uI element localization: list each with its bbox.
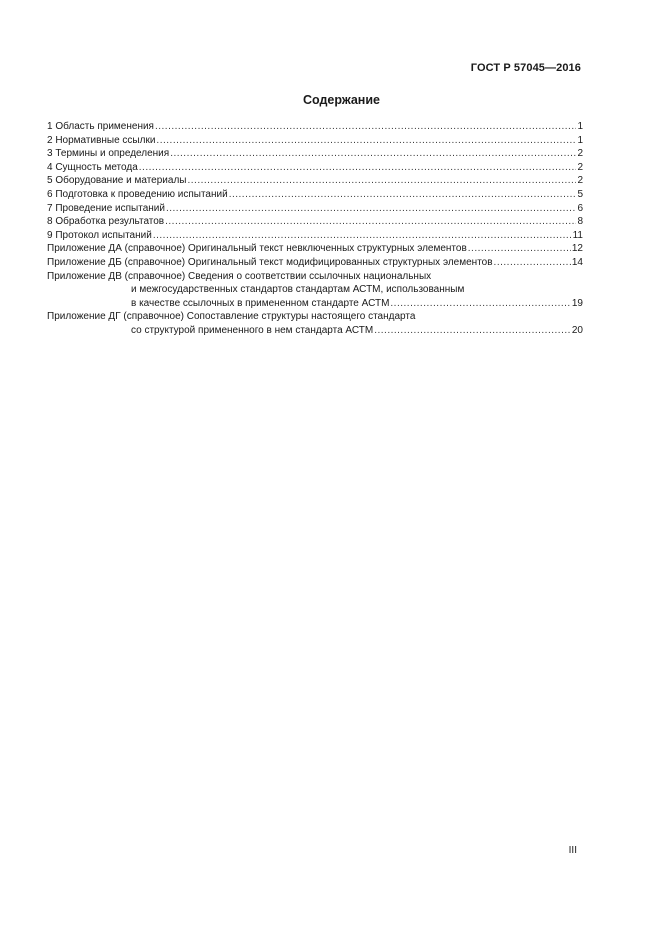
toc-item-label: 1 Область применения <box>47 121 154 132</box>
table-of-contents <box>47 120 583 338</box>
toc-item-page: 8 <box>577 216 583 228</box>
dot-leader <box>166 202 576 216</box>
toc-item-label: Приложение ДБ (справочное) Оригинальный текст модифицированных структурных элементов <box>47 256 493 268</box>
toc-item-label: 2 Нормативные ссылки <box>47 134 156 146</box>
toc-item-page: 6 <box>577 202 583 214</box>
document-code: ГОСТ Р 57045—2016 <box>470 62 581 74</box>
toc-item-label-line: в качестве ссылочных в примененном стандарте АСТМ <box>131 297 390 309</box>
dot-leader <box>468 242 571 256</box>
dot-leader <box>494 256 571 270</box>
toc-item-page: 20 <box>571 324 583 336</box>
toc-item-page: 2 <box>577 148 583 160</box>
toc-item[interactable] <box>47 147 583 161</box>
toc-item[interactable] <box>47 202 583 216</box>
toc-item-page: 2 <box>577 175 583 187</box>
toc-item-appendix-dg[interactable] <box>47 310 583 337</box>
toc-item-page: 1 <box>577 134 583 146</box>
toc-item-page: 5 <box>577 188 583 200</box>
dot-leader <box>390 297 570 311</box>
toc-item-last-line <box>47 297 583 311</box>
dot-leader <box>139 161 576 175</box>
toc-item-page: 11 <box>572 229 583 241</box>
dot-leader <box>156 134 576 148</box>
toc-item-page: 19 <box>571 297 583 309</box>
toc-item-page: 12 <box>571 243 583 255</box>
toc-item-page: 14 <box>571 256 583 268</box>
toc-item-label: Приложение ДА (справочное) Оригинальный текст невключенных структурных элементов <box>47 243 467 255</box>
toc-item[interactable] <box>47 174 583 188</box>
toc-item-label-line: Приложение ДВ (справочное) Сведения о соответствии ссылочных национальных <box>47 270 432 282</box>
toc-item[interactable] <box>47 256 583 270</box>
toc-item-label: 9 Протокол испытаний <box>47 229 152 241</box>
toc-item-label: 4 Сущность метода <box>47 161 138 173</box>
dot-leader <box>155 120 576 134</box>
toc-item[interactable] <box>47 229 583 243</box>
toc-item-label-line: Приложение ДГ (справочное) Сопоставление структуры настоящего стандарта <box>47 311 416 323</box>
toc-item-label: 6 Подготовка к проведению испытаний <box>47 188 228 200</box>
dot-leader <box>165 215 576 229</box>
dot-leader <box>187 174 576 188</box>
toc-item-label: 7 Проведение испытаний <box>47 202 165 214</box>
toc-item-page: 1 <box>577 121 583 132</box>
toc-item[interactable] <box>47 134 583 148</box>
toc-item[interactable] <box>47 161 583 175</box>
toc-item-label-line: и межгосударственных стандартов стандартам АСТМ, использованным <box>131 284 465 296</box>
toc-item[interactable] <box>47 188 583 202</box>
dot-leader <box>229 188 576 202</box>
toc-item-appendix-dv[interactable] <box>47 270 583 311</box>
toc-item[interactable] <box>47 120 583 134</box>
page-number: III <box>568 845 577 856</box>
toc-item-label: 5 Оборудование и материалы <box>47 175 187 187</box>
toc-item[interactable] <box>47 215 583 229</box>
toc-item[interactable] <box>47 242 583 256</box>
dot-leader <box>374 324 571 338</box>
toc-item-label: 8 Обработка результатов <box>47 216 165 228</box>
toc-item-page: 2 <box>577 161 583 173</box>
dot-leader <box>170 147 576 161</box>
toc-item-last-line <box>47 324 583 338</box>
toc-item-label: 3 Термины и определения <box>47 148 170 160</box>
toc-title: Содержание <box>302 93 380 107</box>
toc-item-label-line: со структурой примененного в нем стандарта АСТМ <box>131 324 374 336</box>
dot-leader <box>153 229 572 243</box>
